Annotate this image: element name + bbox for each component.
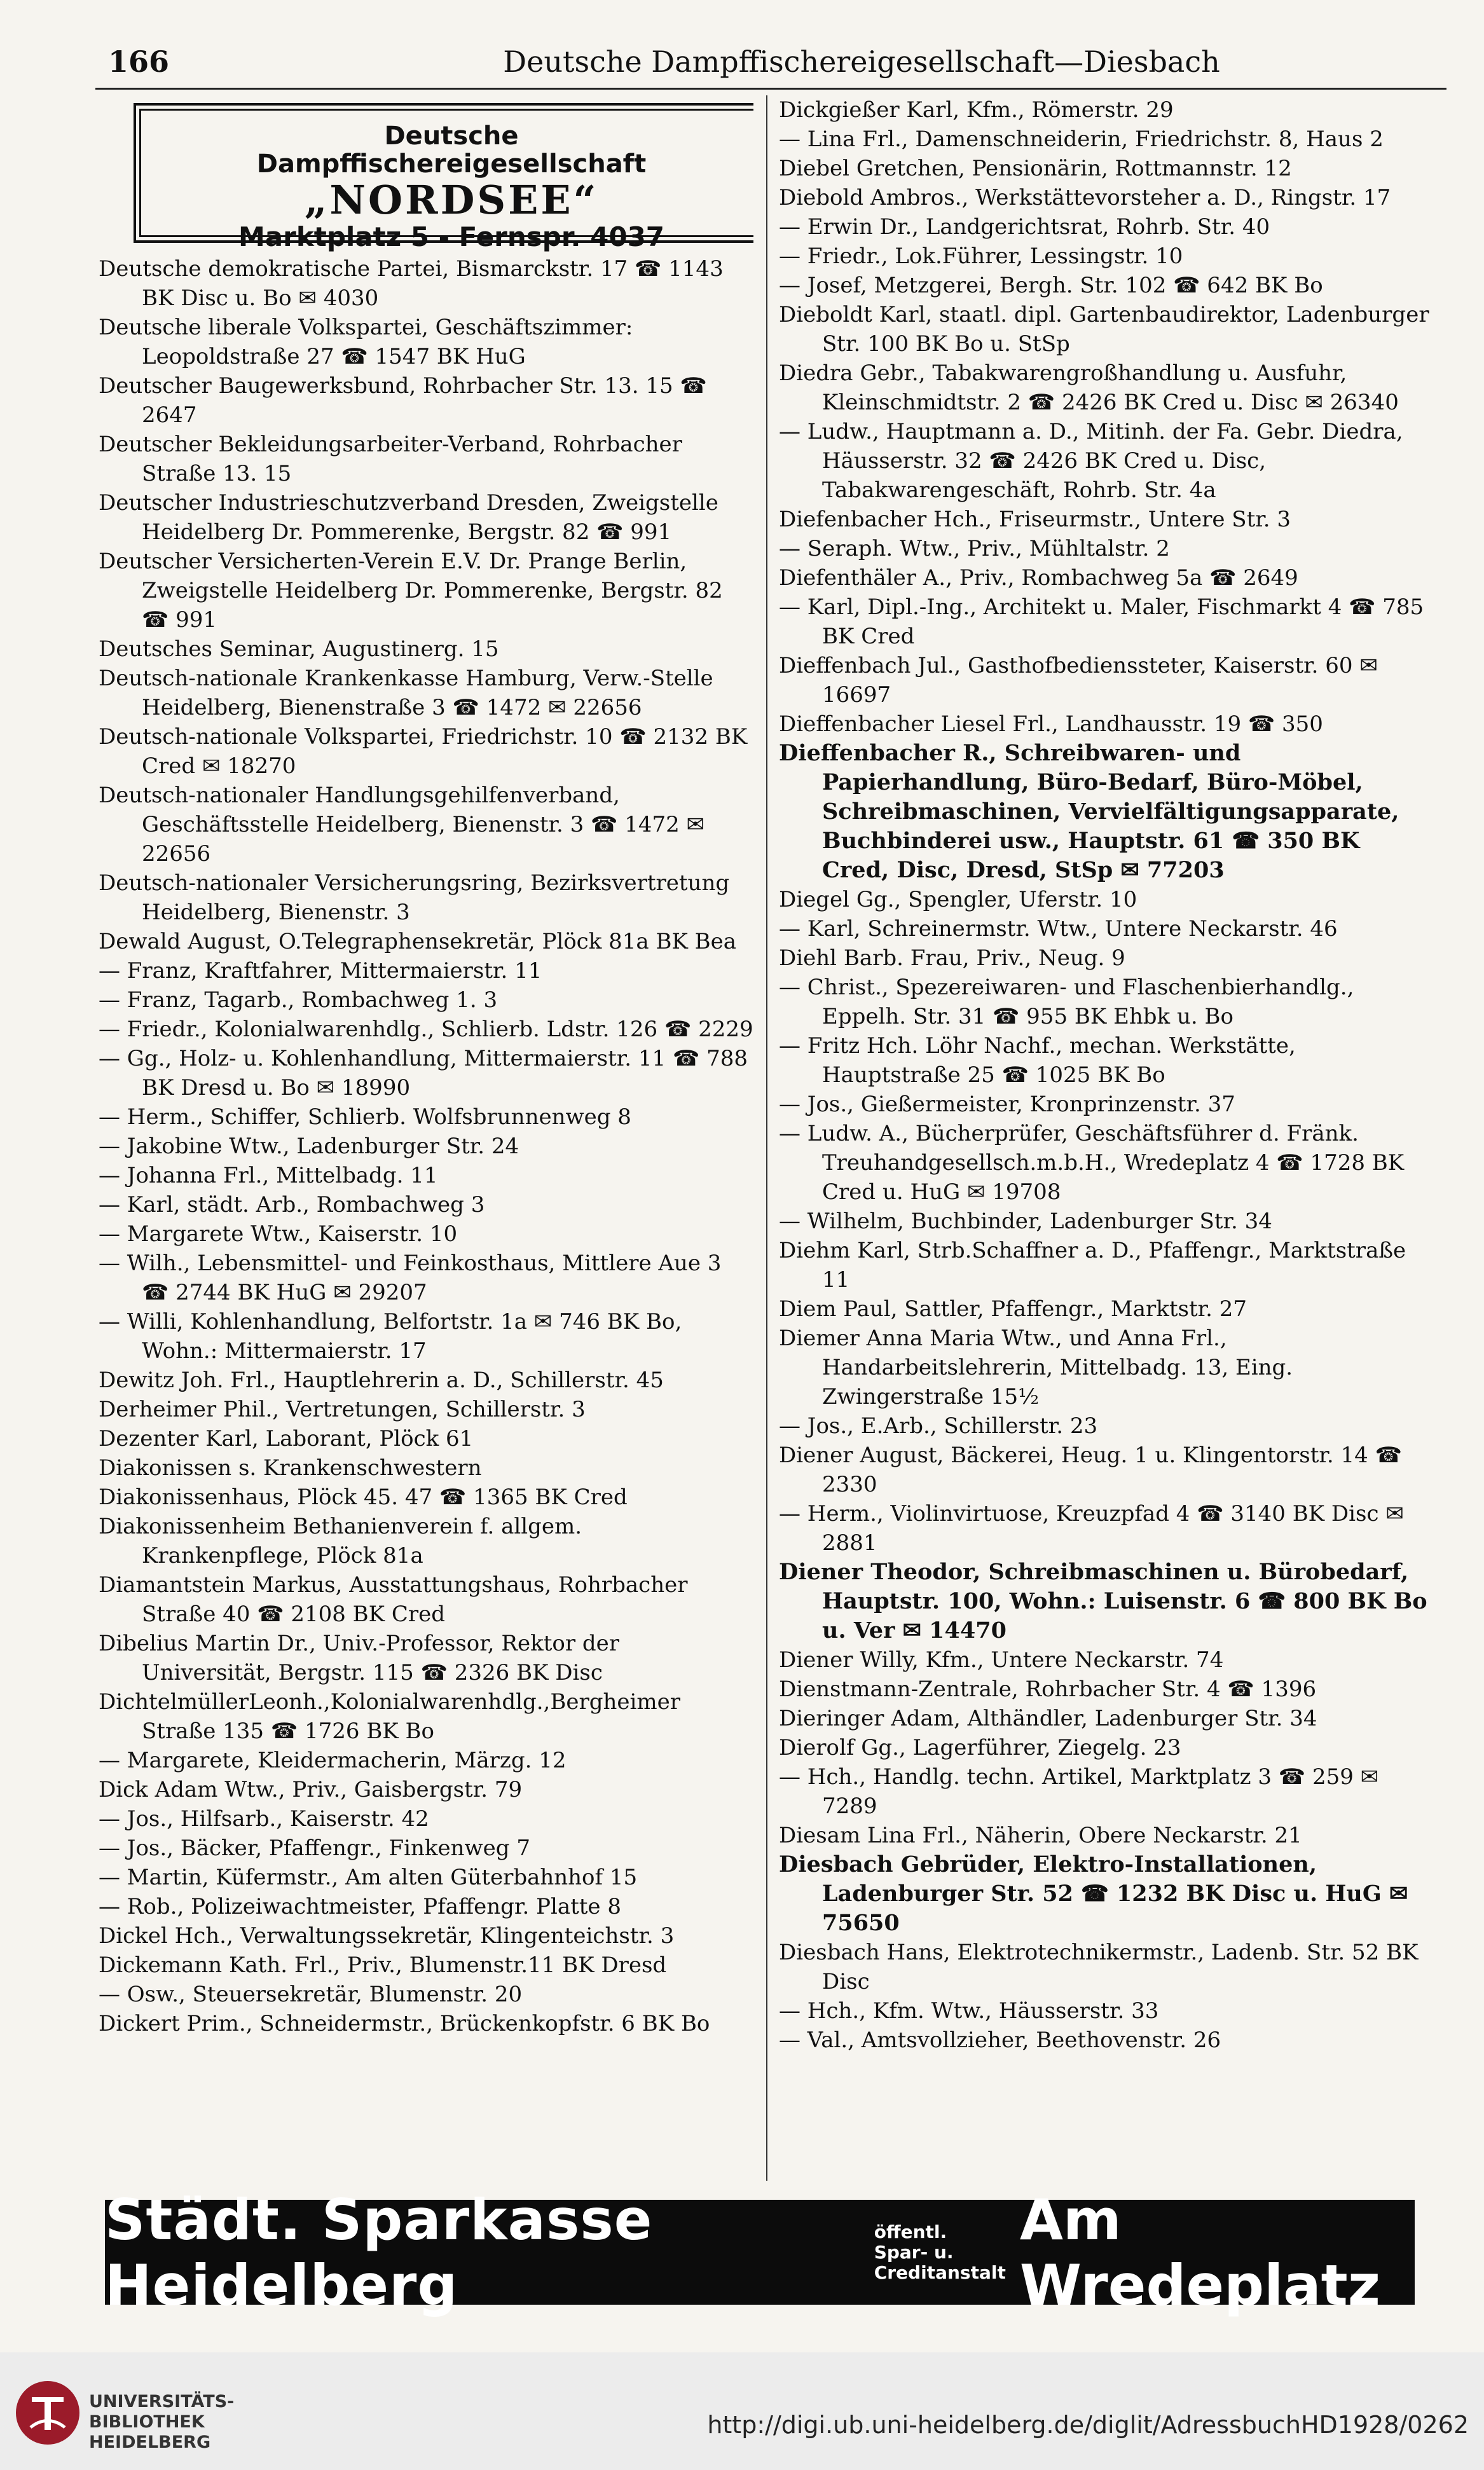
- directory-entry: Dewitz Joh. Frl., Hauptlehrerin a. D., Schillerstr. 45: [99, 1368, 664, 1393]
- directory-entry: — Herm., Schiffer, Schlierb. Wolfsbrunnenweg 8: [99, 1104, 631, 1130]
- directory-entry: Dickert Prim., Schneidermstr., Brückenkopfstr. 6 BK Bo: [99, 2011, 710, 2036]
- directory-entry: Diamantstein Markus, Ausstattungshaus, Rohrbacher Straße 40 ☎ 2108 BK Cred: [99, 1572, 688, 1627]
- directory-entry: Dieboldt Karl, staatl. dipl. Gartenbaudirektor, Ladenburger Str. 100 BK Bo u. StSp: [779, 302, 1429, 357]
- directory-entry: DichtelmüllerLeonh.,Kolonialwarenhdlg.,Bergheimer Straße 135 ☎ 1726 BK Bo: [99, 1689, 680, 1744]
- directory-entry: — Gg., Holz- u. Kohlenhandlung, Mittermaierstr. 11 ☎ 788 BK Dresd u. Bo ✉ 18990: [99, 1046, 748, 1101]
- directory-entry: Deutsch-nationaler Versicherungsring, Bezirksvertretung Heidelberg, Bienenstr. 3: [99, 870, 730, 925]
- directory-entry: — Wilh., Lebensmittel- und Feinkosthaus, Mittlere Aue 3 ☎ 2744 BK HuG ✉ 29207: [99, 1251, 722, 1305]
- directory-entry: Dezenter Karl, Laborant, Plöck 61: [99, 1426, 474, 1451]
- left-entry-list: [99, 254, 753, 2038]
- directory-entry: — Jos., E.Arb., Schillerstr. 23: [779, 1413, 1098, 1439]
- nordsee-ad-box: [134, 103, 753, 252]
- directory-entry: Diakonissenheim Bethanienverein f. allgem. Krankenpflege, Plöck 81a: [99, 1514, 582, 1568]
- directory-entry: Deutscher Industrieschutzverband Dresden, Zweigstelle Heidelberg Dr. Pommerenke, Bergstr. 82 ☎ 991: [99, 490, 718, 545]
- ad-line-4: Marktplatz 5 - Fernspr. 4037: [238, 221, 665, 252]
- directory-entry: — Martin, Küfermstr., Am alten Güterbahnhof 15: [99, 1865, 638, 1890]
- directory-entry: — Ludw., Hauptmann a. D., Mitinh. der Fa. Gebr. Diedra, Häusserstr. 32 ☎ 2426 BK Cred u. Disc, Tabakwarengeschäft, Rohrb. Str. 4a: [779, 419, 1403, 503]
- directory-entry: — Jos., Gießermeister, Kronprinzenstr. 37: [779, 1092, 1235, 1117]
- banner-left-text: Städt. Sparkasse Heidelberg: [105, 2186, 653, 2318]
- column-separator: [766, 95, 767, 2181]
- directory-entry: Deutscher Baugewerksbund, Rohrbacher Str. 13. 15 ☎ 2647: [99, 373, 707, 428]
- directory-entry: — Karl, Dipl.-Ing., Architekt u. Maler, Fischmarkt 4 ☎ 785 BK Cred: [779, 594, 1424, 649]
- library-line-1: UNIVERSITÄTS-: [89, 2392, 235, 2412]
- page-header: [89, 45, 1443, 89]
- directory-entry: — Hch., Handlg. techn. Artikel, Marktplatz 3 ☎ 259 ✉ 7289: [779, 1764, 1379, 1819]
- directory-entry: Diakonissen s. Krankenschwestern: [99, 1455, 482, 1481]
- right-entry-list: [779, 95, 1434, 2055]
- banner-small-line-2: Creditanstalt: [874, 2261, 1006, 2283]
- directory-entry: Dibelius Martin Dr., Univ.-Professor, Rektor der Universität, Bergstr. 115 ☎ 2326 BK Disc: [99, 1631, 620, 1685]
- directory-entry: Deutsches Seminar, Augustinerg. 15: [99, 636, 499, 662]
- directory-entry: Dieffenbacher Liesel Frl., Landhausstr. 19 ☎ 350: [779, 711, 1323, 737]
- sparkasse-banner: [105, 2186, 1415, 2318]
- library-line-2: BIBLIOTHEK: [89, 2412, 205, 2432]
- banner-right-text: Am Wredeplatz: [1019, 2186, 1380, 2318]
- ad-line-3: „NORDSEE“: [304, 177, 599, 223]
- directory-entry: Diakonissenhaus, Plöck 45. 47 ☎ 1365 BK Cred: [99, 1485, 628, 1510]
- ad-line-2: Dampffischereigesellschaft: [256, 149, 647, 179]
- directory-entry-advert: Diesbach Gebrüder, Elektro-Installationen, Ladenburger Str. 52 ☎ 1232 BK Disc u. HuG ✉ 75650: [779, 1851, 1408, 1936]
- directory-entry: Deutsch-nationale Krankenkasse Hamburg, Verw.-Stelle Heidelberg, Bienenstraße 3 ☎ 1472 ✉ 22656: [99, 666, 713, 720]
- directory-entry: Dieffenbach Jul., Gasthofbedienssteter, Kaiserstr. 60 ✉ 16697: [779, 653, 1378, 708]
- directory-entry: Diener Willy, Kfm., Untere Neckarstr. 74: [779, 1647, 1224, 1673]
- directory-entry: Diesbach Hans, Elektrotechnikermstr., Ladenb. Str. 52 BK Disc: [779, 1940, 1419, 1994]
- viewer-footer: [0, 2352, 1484, 2470]
- directory-entry: Diedra Gebr., Tabakwarengroßhandlung u. Ausfuhr, Kleinschmidtstr. 2 ☎ 2426 BK Cred u. Disc ✉ 26340: [779, 360, 1399, 415]
- directory-entry: Diebold Ambros., Werkstättevorsteher a. D., Ringstr. 17: [779, 185, 1391, 210]
- directory-entry: — Rob., Polizeiwachtmeister, Pfaffengr. Platte 8: [99, 1894, 621, 1919]
- directory-entry: — Karl, Schreinermstr. Wtw., Untere Neckarstr. 46: [779, 916, 1338, 942]
- directory-entry: — Seraph. Wtw., Priv., Mühltalstr. 2: [779, 536, 1170, 561]
- directory-entry: Deutscher Versicherten-Verein E.V. Dr. Prange Berlin, Zweigstelle Heidelberg Dr. Pommerenke, Bergstr. 82 ☎ 991: [99, 549, 723, 633]
- directory-entry: — Karl, städt. Arb., Rombachweg 3: [99, 1192, 485, 1218]
- directory-entry: Dickel Hch., Verwaltungssekretär, Klingenteichstr. 3: [99, 1923, 675, 1949]
- directory-entry: — Lina Frl., Damenschneiderin, Friedrichstr. 8, Haus 2: [779, 127, 1384, 152]
- directory-entry: — Christ., Spezereiwaren- und Flaschenbierhandlg., Eppelh. Str. 31 ☎ 955 BK Ehbk u. Bo: [779, 975, 1354, 1029]
- directory-entry: Deutsch-nationaler Handlungsgehilfenverband, Geschäftsstelle Heidelberg, Bienenstr. 3 ☎ 1472 ✉ 22656: [99, 783, 705, 867]
- directory-entry: Deutsche liberale Volkspartei, Geschäftszimmer: Leopoldstraße 27 ☎ 1547 BK HuG: [99, 315, 633, 369]
- ad-line-1: Deutsche: [384, 121, 519, 151]
- directory-entry: Deutsche demokratische Partei, Bismarckstr. 17 ☎ 1143 BK Disc u. Bo ✉ 4030: [99, 256, 724, 311]
- directory-entry: — Wilhelm, Buchbinder, Ladenburger Str. 34: [779, 1209, 1272, 1234]
- directory-entry: Diebel Gretchen, Pensionärin, Rottmannstr. 12: [779, 156, 1292, 181]
- directory-entry: — Ludw. A., Bücherprüfer, Geschäftsführer d. Fränk. Treuhandgesellsch.m.b.H., Wredeplatz 4 ☎ 1728 BK Cred u. HuG ✉ 19708: [779, 1121, 1405, 1205]
- page-title: Deutsche Dampffischereigesellschaft—Diesbach: [503, 45, 1220, 79]
- directory-entry: — Jos., Bäcker, Pfaffengr., Finkenweg 7: [99, 1835, 530, 1861]
- directory-entry: Dierolf Gg., Lagerführer, Ziegelg. 23: [779, 1735, 1181, 1760]
- source-url-link[interactable]: http://digi.ub.uni-heidelberg.de/diglit/AdressbuchHD1928/0262: [707, 2411, 1469, 2439]
- directory-entry: Diem Paul, Sattler, Pfaffengr., Marktstr. 27: [779, 1296, 1247, 1322]
- directory-entry: Dewald August, O.Telegraphensekretär, Plöck 81a BK Bea: [99, 929, 737, 954]
- library-name: [89, 2392, 234, 2453]
- directory-entry: Diegel Gg., Spengler, Uferstr. 10: [779, 887, 1137, 912]
- directory-entry: Diefenthäler A., Priv., Rombachweg 5a ☎ 2649: [779, 565, 1298, 591]
- directory-entry: — Erwin Dr., Landgerichtsrat, Rohrb. Str. 40: [779, 214, 1270, 240]
- directory-entry: — Franz, Tagarb., Rombachweg 1. 3: [99, 987, 498, 1013]
- directory-entry: — Osw., Steuersekretär, Blumenstr. 20: [99, 1982, 523, 2007]
- directory-entry: Diehm Karl, Strb.Schaffner a. D., Pfaffengr., Marktstraße 11: [779, 1238, 1406, 1293]
- directory-entry: — Friedr., Kolonialwarenhdlg., Schlierb. Ldstr. 126 ☎ 2229: [99, 1017, 753, 1042]
- directory-entry: — Friedr., Lok.Führer, Lessingstr. 10: [779, 244, 1183, 269]
- directory-entry: — Hch., Kfm. Wtw., Häusserstr. 33: [779, 1998, 1159, 2024]
- directory-entry: — Jakobine Wtw., Ladenburger Str. 24: [99, 1134, 519, 1159]
- right-column: [779, 95, 1434, 2181]
- directory-entry-advert: Diener Theodor, Schreibmaschinen u. Bürobedarf, Hauptstr. 100, Wohn.: Luisenstr. 6 ☎ 800 BK Bo u. Ver ✉ 14470: [779, 1559, 1427, 1643]
- directory-entry: Dienstmann-Zentrale, Rohrbacher Str. 4 ☎ 1396: [779, 1677, 1317, 1702]
- directory-entry: — Fritz Hch. Löhr Nachf., mechan. Werkstätte, Hauptstraße 25 ☎ 1025 BK Bo: [779, 1033, 1296, 1088]
- page-number: 166: [108, 45, 170, 79]
- banner-small-line-1: öffentl. Spar- u.: [874, 2221, 954, 2263]
- directory-entry: Diehl Barb. Frau, Priv., Neug. 9: [779, 945, 1125, 971]
- library-line-3: HEIDELBERG: [89, 2432, 211, 2452]
- directory-entry: Dick Adam Wtw., Priv., Gaisbergstr. 79: [99, 1777, 523, 1802]
- directory-entry: — Johanna Frl., Mittelbadg. 11: [99, 1163, 438, 1188]
- directory-entry: — Val., Amtsvollzieher, Beethovenstr. 26: [779, 2027, 1221, 2053]
- directory-entry: Diemer Anna Maria Wtw., und Anna Frl., Handarbeitslehrerin, Mittelbadg. 13, Eing. Zwingerstraße 15½: [779, 1326, 1293, 1410]
- university-library-logo-icon[interactable]: [13, 2378, 83, 2448]
- directory-entry: — Willi, Kohlenhandlung, Belfortstr. 1a ✉ 746 BK Bo, Wohn.: Mittermaierstr. 17: [99, 1309, 682, 1364]
- directory-entry: Diener August, Bäckerei, Heug. 1 u. Klingentorstr. 14 ☎ 2330: [779, 1443, 1402, 1497]
- directory-entry: Dieringer Adam, Althändler, Ladenburger Str. 34: [779, 1706, 1317, 1731]
- directory-entry: — Margarete Wtw., Kaiserstr. 10: [99, 1221, 458, 1247]
- directory-entry: Deutscher Bekleidungsarbeiter-Verband, Rohrbacher Straße 13. 15: [99, 432, 682, 486]
- header-rule: [95, 88, 1446, 90]
- left-column: [99, 95, 753, 2181]
- directory-entry: — Franz, Kraftfahrer, Mittermaierstr. 11: [99, 958, 542, 984]
- banner-small-text: [874, 2222, 1006, 2283]
- directory-entry: Diefenbacher Hch., Friseurmstr., Untere Str. 3: [779, 507, 1291, 532]
- directory-entry: Dickgießer Karl, Kfm., Römerstr. 29: [779, 97, 1174, 123]
- directory-entry: Dickemann Kath. Frl., Priv., Blumenstr.11 BK Dresd: [99, 1952, 667, 1978]
- directory-entry: Deutsch-nationale Volkspartei, Friedrichstr. 10 ☎ 2132 BK Cred ✉ 18270: [99, 724, 748, 779]
- directory-entry: Derheimer Phil., Vertretungen, Schillerstr. 3: [99, 1397, 586, 1422]
- directory-entry: — Margarete, Kleidermacherin, Märzg. 12: [99, 1748, 567, 1773]
- directory-entry-advert: Dieffenbacher R., Schreibwaren- und Papierhandlung, Büro-Bedarf, Büro-Möbel, Schreibmaschinen, Vervielfältigungsapparate, Buchbinderei usw., Hauptstr. 61 ☎ 350 BK Cred, Disc, Dresd, StSp ✉ 77203: [779, 740, 1399, 883]
- directory-entry: — Herm., Violinvirtuose, Kreuzpfad 4 ☎ 3140 BK Disc ✉ 2881: [779, 1501, 1404, 1556]
- directory-entry: Diesam Lina Frl., Näherin, Obere Neckarstr. 21: [779, 1823, 1302, 1848]
- directory-entry: — Jos., Hilfsarb., Kaiserstr. 42: [99, 1806, 429, 1832]
- directory-entry: — Josef, Metzgerei, Bergh. Str. 102 ☎ 642 BK Bo: [779, 273, 1323, 298]
